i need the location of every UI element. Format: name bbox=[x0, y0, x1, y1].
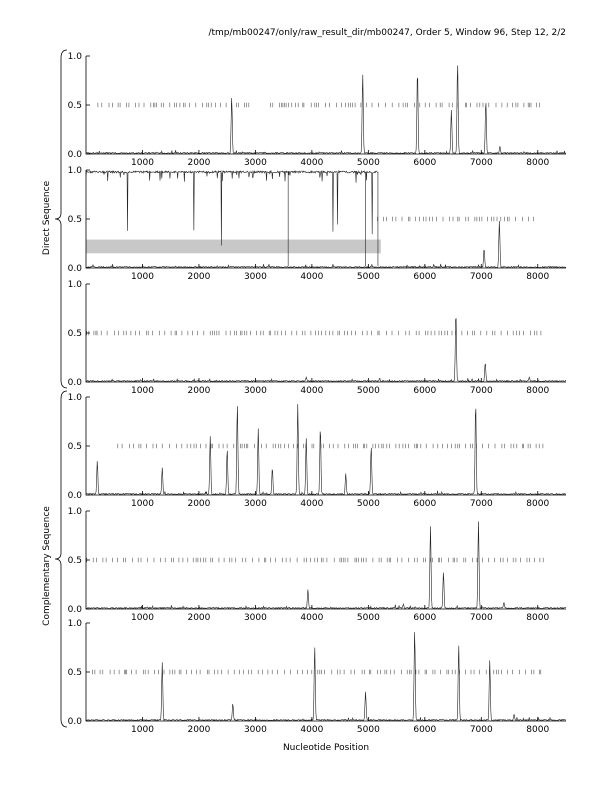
tick-marks bbox=[87, 331, 541, 335]
y-tick-label: 0.5 bbox=[67, 215, 82, 225]
tick-marks bbox=[87, 558, 543, 562]
x-tick-label: 6000 bbox=[413, 725, 437, 735]
y-tick-label: 1.0 bbox=[67, 166, 82, 176]
x-tick-label: 6000 bbox=[413, 272, 437, 282]
tick-marks bbox=[118, 444, 543, 448]
x-tick-label: 3000 bbox=[243, 158, 267, 168]
tick-marks bbox=[92, 670, 540, 674]
x-tick-label: 8000 bbox=[526, 613, 550, 623]
y-tick-label: 1.0 bbox=[67, 507, 82, 517]
x-tick-label: 4000 bbox=[300, 499, 324, 509]
x-tick-label: 6000 bbox=[413, 158, 437, 168]
x-tick-label: 8000 bbox=[526, 386, 550, 396]
axes bbox=[86, 511, 566, 609]
series-line bbox=[86, 65, 566, 153]
y-tick-label: 0.5 bbox=[67, 101, 82, 111]
complementary-sequence-brace bbox=[55, 391, 67, 727]
direct-sequence-label: Direct Sequence bbox=[42, 180, 52, 256]
series-line bbox=[86, 632, 566, 720]
panel-4 bbox=[68, 393, 566, 509]
x-tick-label: 6000 bbox=[413, 499, 437, 509]
x-tick-label: 8000 bbox=[526, 272, 550, 282]
y-tick-label: 0.0 bbox=[67, 717, 82, 727]
panel-3 bbox=[68, 280, 566, 396]
y-tick-label: 0.5 bbox=[67, 329, 82, 339]
panel-2 bbox=[68, 166, 566, 282]
series-line bbox=[86, 318, 566, 381]
y-tick-label: 0.5 bbox=[67, 556, 82, 566]
y-tick-label: 0.0 bbox=[67, 264, 82, 274]
panel-6 bbox=[68, 619, 566, 735]
x-tick-label: 2000 bbox=[187, 613, 211, 623]
x-tick-label: 4000 bbox=[300, 613, 324, 623]
tick-marks bbox=[378, 217, 534, 221]
x-tick-label: 3000 bbox=[243, 613, 267, 623]
y-tick-label: 1.0 bbox=[67, 52, 82, 62]
x-tick-label: 3000 bbox=[243, 272, 267, 282]
y-tick-label: 0.0 bbox=[67, 150, 82, 160]
panel-5 bbox=[68, 507, 566, 623]
panels bbox=[68, 52, 566, 735]
x-tick-label: 5000 bbox=[356, 499, 380, 509]
y-tick-label: 1.0 bbox=[67, 619, 82, 629]
x-tick-label: 3000 bbox=[243, 499, 267, 509]
x-tick-label: 2000 bbox=[187, 499, 211, 509]
y-tick-label: 0.5 bbox=[67, 668, 82, 678]
y-tick-label: 0.5 bbox=[67, 442, 82, 452]
x-tick-label: 2000 bbox=[187, 386, 211, 396]
x-tick-label: 3000 bbox=[243, 386, 267, 396]
x-tick-label: 1000 bbox=[131, 499, 154, 509]
x-tick-label: 5000 bbox=[356, 725, 380, 735]
y-tick-label: 1.0 bbox=[67, 280, 82, 290]
panel-1 bbox=[68, 52, 566, 168]
figure-title: /tmp/mb00247/only/raw_result_dir/mb00247, Order 5, Window 96, Step 12, 2/2 bbox=[208, 28, 566, 38]
axes bbox=[86, 397, 566, 495]
x-tick-label: 2000 bbox=[187, 158, 211, 168]
x-tick-label: 5000 bbox=[356, 272, 380, 282]
x-axis-title: Nucleotide Position bbox=[282, 743, 370, 753]
x-tick-label: 8000 bbox=[526, 499, 550, 509]
x-tick-label: 5000 bbox=[356, 386, 380, 396]
x-tick-label: 1000 bbox=[131, 272, 154, 282]
x-tick-label: 1000 bbox=[131, 725, 154, 735]
x-tick-label: 7000 bbox=[469, 272, 493, 282]
y-tick-label: 0.0 bbox=[67, 491, 82, 501]
x-tick-label: 2000 bbox=[187, 272, 211, 282]
x-tick-label: 7000 bbox=[469, 386, 493, 396]
y-tick-label: 0.0 bbox=[67, 378, 82, 388]
shaded-band bbox=[86, 240, 381, 254]
series-line bbox=[86, 521, 566, 608]
x-tick-label: 5000 bbox=[356, 158, 380, 168]
x-tick-label: 4000 bbox=[300, 386, 324, 396]
x-tick-label: 8000 bbox=[526, 158, 550, 168]
x-tick-label: 1000 bbox=[131, 613, 154, 623]
x-tick-label: 7000 bbox=[469, 158, 493, 168]
x-tick-label: 1000 bbox=[131, 158, 154, 168]
x-tick-label: 4000 bbox=[300, 158, 324, 168]
x-tick-label: 6000 bbox=[413, 613, 437, 623]
x-tick-label: 4000 bbox=[300, 725, 324, 735]
direct-sequence-brace bbox=[55, 50, 67, 388]
y-tick-label: 1.0 bbox=[67, 393, 82, 403]
x-tick-label: 5000 bbox=[356, 613, 380, 623]
x-tick-label: 3000 bbox=[243, 725, 267, 735]
x-tick-label: 7000 bbox=[469, 499, 493, 509]
x-tick-label: 6000 bbox=[413, 386, 437, 396]
group-braces bbox=[55, 50, 67, 727]
x-tick-label: 7000 bbox=[469, 613, 493, 623]
tick-marks bbox=[98, 103, 540, 107]
x-tick-label: 2000 bbox=[187, 725, 211, 735]
x-tick-label: 1000 bbox=[131, 386, 154, 396]
y-tick-label: 0.0 bbox=[67, 605, 82, 615]
complementary-sequence-label: Complementary Sequence bbox=[42, 506, 52, 626]
axes bbox=[86, 56, 566, 154]
x-tick-label: 4000 bbox=[300, 272, 324, 282]
x-tick-label: 8000 bbox=[526, 725, 550, 735]
x-tick-label: 7000 bbox=[469, 725, 493, 735]
series-line bbox=[86, 404, 566, 495]
